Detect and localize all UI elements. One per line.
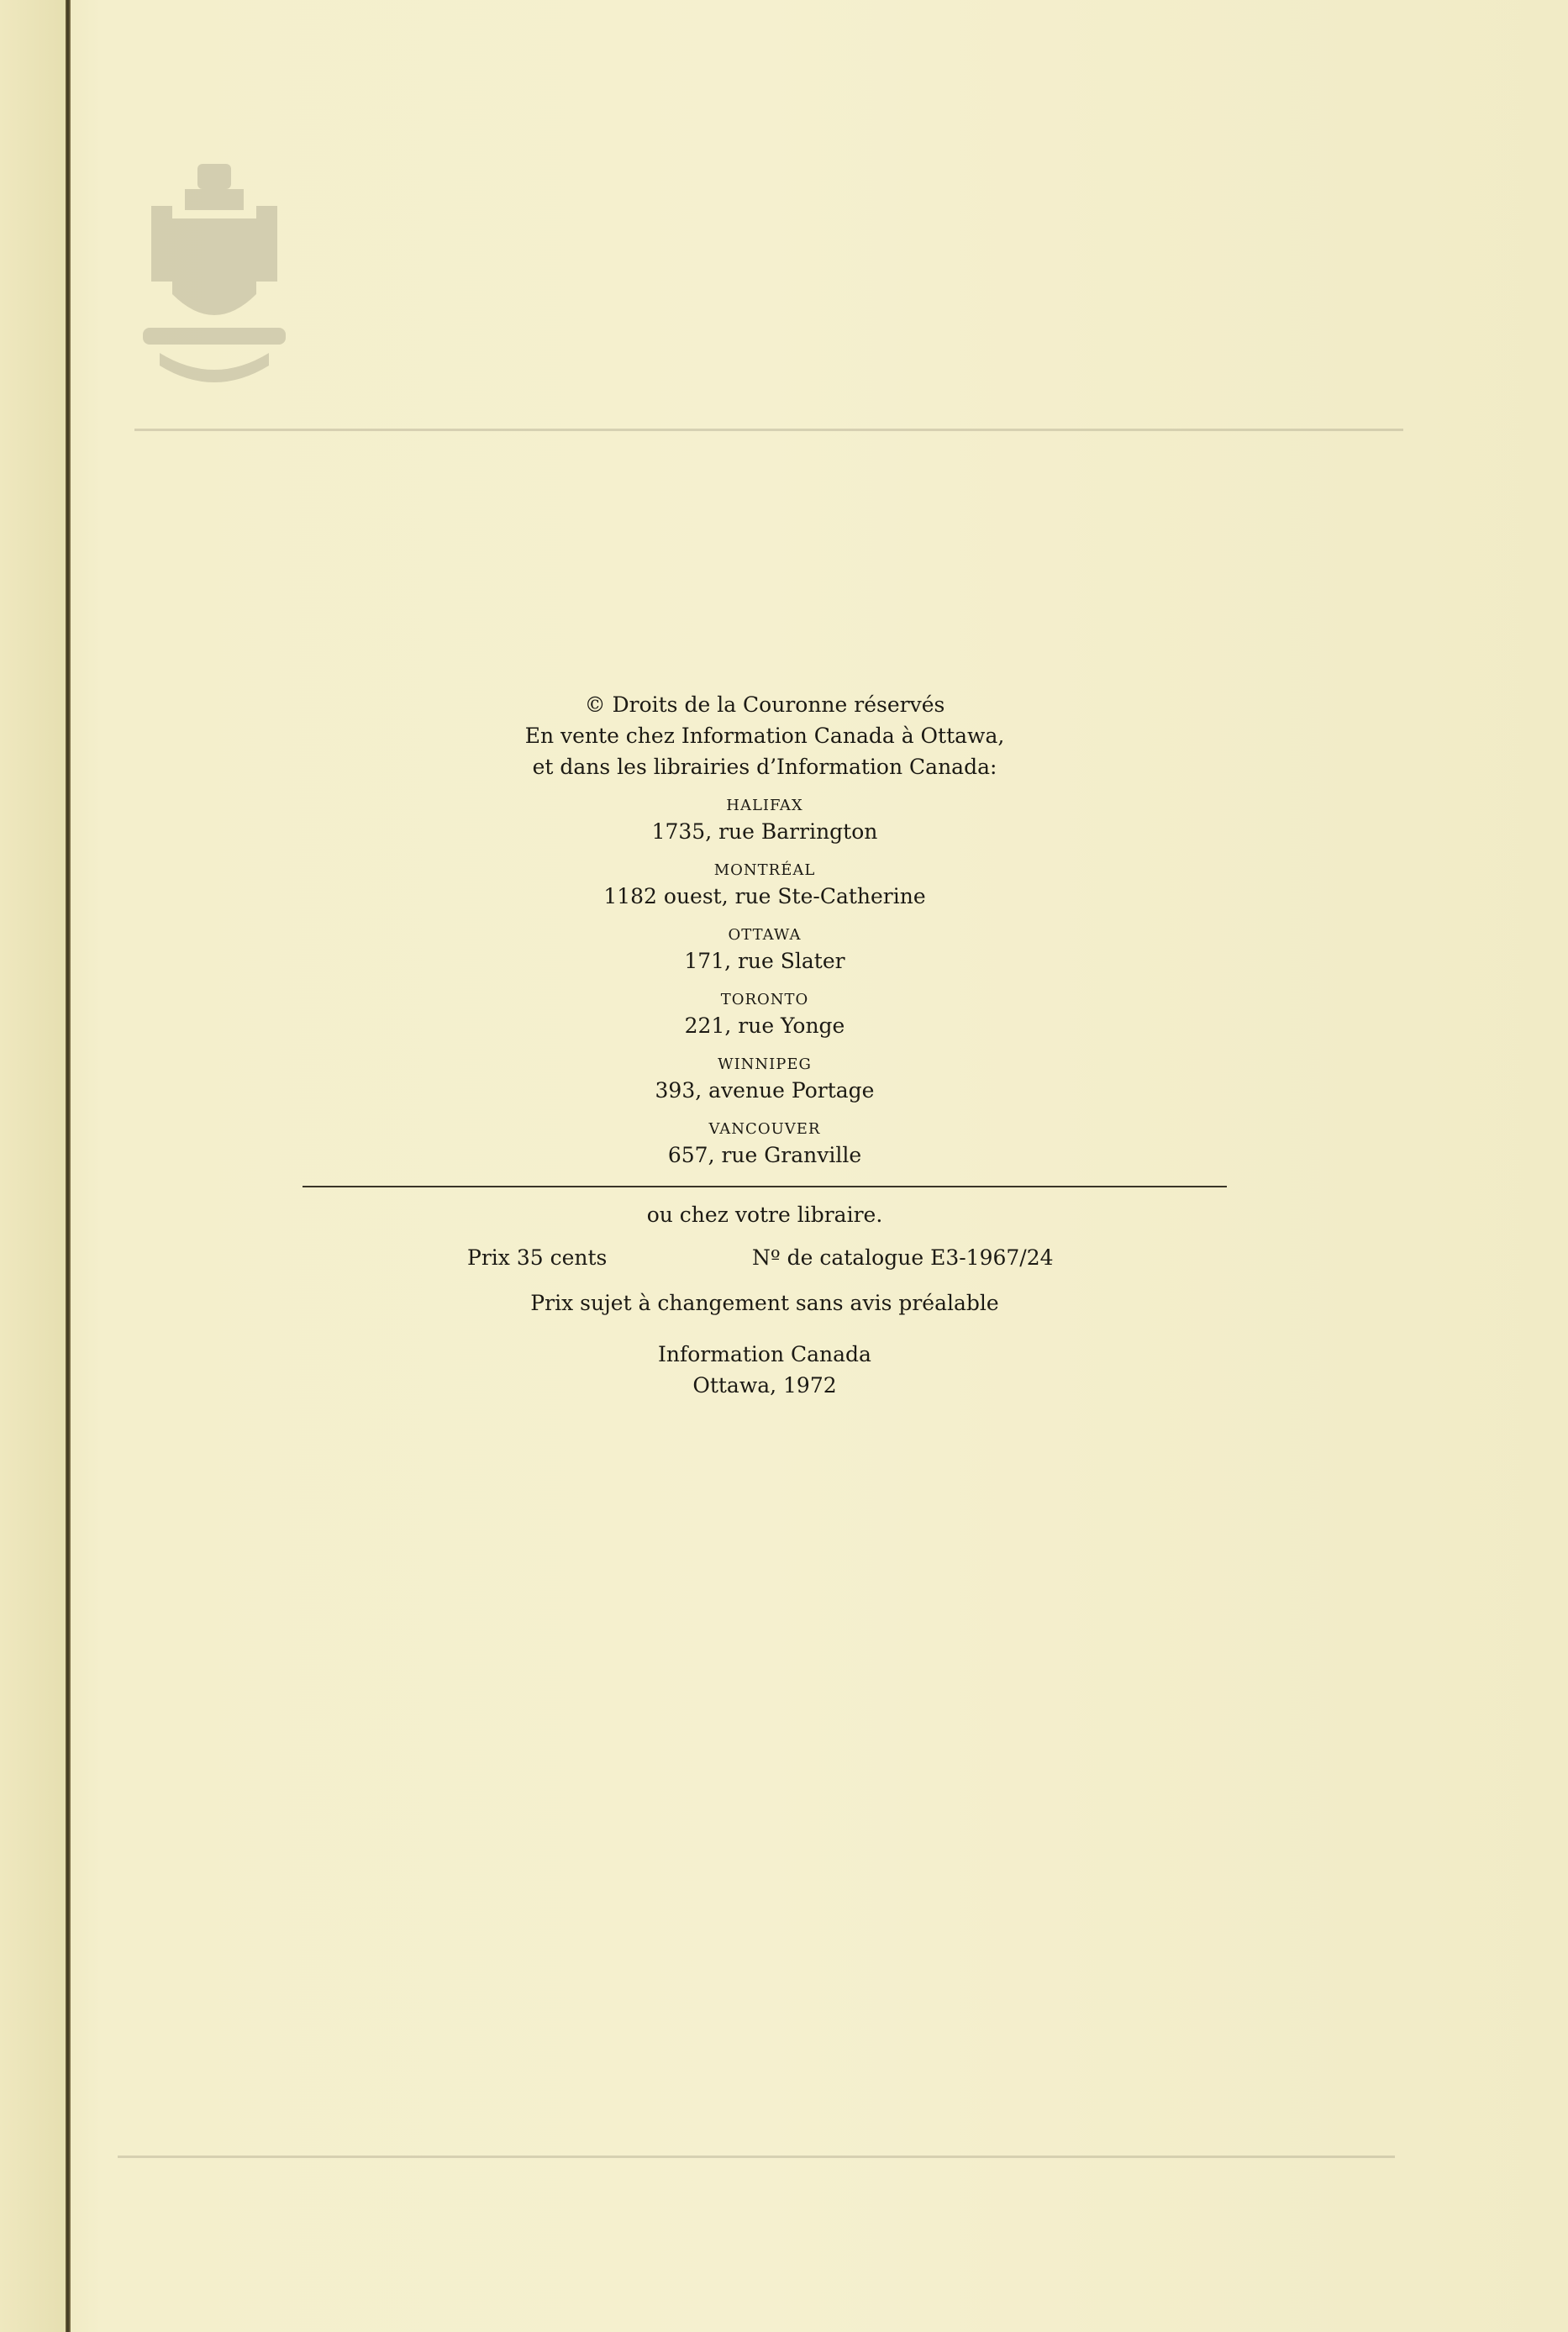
store-city: TORONTO <box>720 991 809 1008</box>
store-city: OTTAWA <box>728 926 802 944</box>
divider-rule <box>303 1186 1227 1187</box>
price-notice: Prix sujet à changement sans avis préalable <box>530 1291 999 1315</box>
binding-spine <box>66 0 71 2332</box>
ghost-rule-bottom <box>118 2156 1395 2158</box>
place-date: Ottawa, 1972 <box>692 1373 837 1398</box>
store-address: 1735, rue Barrington <box>651 819 878 844</box>
store-address: 171, rue Slater <box>684 949 845 973</box>
binding-edge <box>0 0 66 2332</box>
store-list <box>387 796 1143 1171</box>
store-address: 657, rue Granville <box>667 1143 862 1167</box>
sale-line-2: et dans les librairies d’Information Canada: <box>532 755 997 779</box>
colophon <box>387 689 1143 1401</box>
store-city: WINNIPEG <box>718 1055 812 1073</box>
publisher-block <box>387 1339 1143 1401</box>
store-city: HALIFAX <box>726 797 803 814</box>
publisher-name: Information Canada <box>658 1342 871 1366</box>
bookseller-line: ou chez votre libraire. <box>646 1203 883 1227</box>
coat-of-arms-ghost-icon <box>134 160 294 387</box>
store-item <box>387 990 1143 1041</box>
store-item <box>387 925 1143 976</box>
ghost-rule-top <box>134 429 1403 431</box>
store-item <box>387 1055 1143 1106</box>
store-address: 1182 ouest, rue Ste-Catherine <box>603 884 926 908</box>
store-item <box>387 796 1143 847</box>
copyright-line: © Droits de la Couronne réservés <box>584 692 945 717</box>
catalogue-number: Nº de catalogue E3-1967/24 <box>752 1245 1054 1270</box>
store-item <box>387 861 1143 912</box>
store-city: MONTRÉAL <box>713 861 816 879</box>
store-city: VANCOUVER <box>708 1120 821 1138</box>
sale-line-1: En vente chez Information Canada à Ottawa, <box>524 724 1005 748</box>
store-address: 221, rue Yonge <box>684 1013 845 1038</box>
price-row <box>387 1242 1143 1279</box>
store-address: 393, avenue Portage <box>655 1078 875 1103</box>
store-item <box>387 1119 1143 1171</box>
price-label: Prix 35 cents <box>467 1245 608 1270</box>
